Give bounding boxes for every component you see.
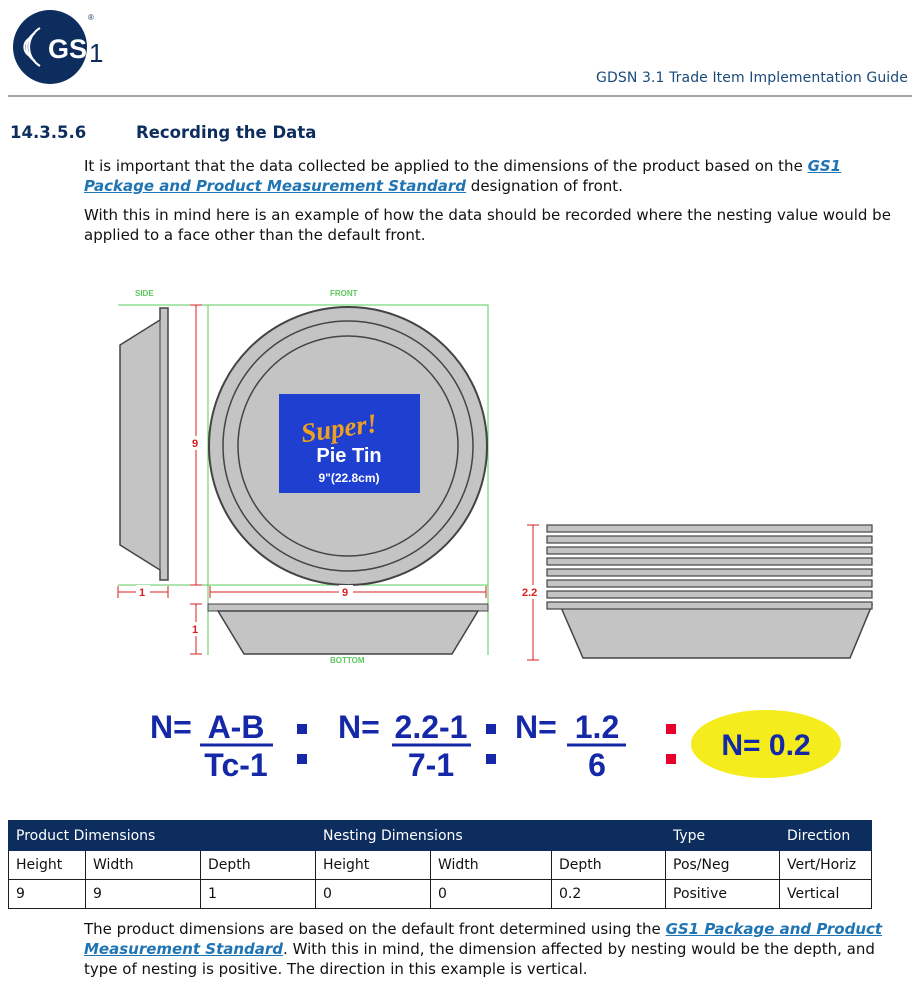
bottom-label: BOTTOM <box>330 656 365 665</box>
svg-text:1: 1 <box>89 38 104 68</box>
pie-tin-side-view <box>120 308 168 580</box>
table-cell: 9 <box>9 880 86 909</box>
document-header-title: GDSN 3.1 Trade Item Implementation Guide <box>596 70 908 86</box>
svg-text:GS: GS <box>48 34 88 64</box>
intro-text-after-link: designation of front. <box>466 177 623 195</box>
subheader-cell: Height <box>316 851 431 880</box>
product-brand: Super! <box>299 407 379 449</box>
section-title: Recording the Data <box>136 123 317 142</box>
table-cell: 0.2 <box>552 880 666 909</box>
pie-tin-front-view <box>209 307 487 585</box>
eq3-prefix: N= <box>515 709 557 745</box>
subheader-cell: Depth <box>201 851 316 880</box>
eq3-numerator: 1.2 <box>574 709 620 745</box>
front-label: FRONT <box>330 289 358 298</box>
subheader-cell: Width <box>431 851 552 880</box>
nesting-equation <box>0 700 920 790</box>
pie-tin-dimension-figure <box>0 280 920 680</box>
outro-measurement-standard-link[interactable]: GS1 Package and Product Measurement Standard <box>84 920 883 958</box>
subheader-cell: Vert/Horiz <box>780 851 872 880</box>
pie-tin-bottom-view <box>208 604 488 654</box>
height-dim-label: 9 <box>192 438 199 450</box>
table-cell: 0 <box>431 880 552 909</box>
product-name: Pie Tin <box>316 445 382 467</box>
intro-text-before-link: It is important that the data collected be applied to the dimensions of the product based on the <box>84 157 808 175</box>
gs1-logo <box>10 6 110 88</box>
measurement-standard-link[interactable]: GS1 Package and Product Measurement Standard <box>84 157 842 195</box>
bottom-depth-dim-label: 1 <box>192 624 199 636</box>
eq1-denominator: Tc-1 <box>204 747 268 783</box>
intro-paragraph-2: With this in mind here is an example of how the data should be recorded where the nesting value would be applied to a face other than the default front. <box>84 206 891 244</box>
section-number: 14.3.5.6 <box>10 123 87 142</box>
group-header-type: Type <box>666 821 780 851</box>
side-label: SIDE <box>135 289 154 298</box>
subheader-cell: Depth <box>552 851 666 880</box>
eq2-numerator: 2.2-1 <box>394 709 468 745</box>
nesting-dimensions-table <box>8 820 872 909</box>
subheader-cell: Pos/Neg <box>666 851 780 880</box>
eq2-prefix: N= <box>338 709 380 745</box>
table-cell: 0 <box>316 880 431 909</box>
table-cell: Positive <box>666 880 780 909</box>
eq3-denominator: 6 <box>588 747 606 783</box>
subheader-cell: Width <box>86 851 201 880</box>
product-size: 9"(22.8cm) <box>318 471 380 485</box>
subheader-cell: Height <box>9 851 86 880</box>
group-header-direction: Direction <box>780 821 872 851</box>
header-divider <box>8 95 912 97</box>
eq1-prefix: N= <box>150 709 192 745</box>
eq2-denominator: 7-1 <box>407 747 455 783</box>
group-header-nesting-dimensions: Nesting Dimensions <box>316 821 666 851</box>
table-group-header-row <box>9 821 872 851</box>
outro-paragraph <box>84 919 904 979</box>
table-row <box>9 880 872 909</box>
result-value: N= 0.2 <box>721 729 811 762</box>
nested-pie-tin-stack <box>547 525 872 658</box>
group-header-product-dimensions: Product Dimensions <box>9 821 316 851</box>
table-cell: 9 <box>86 880 201 909</box>
eq1-numerator: A-B <box>207 709 265 745</box>
table-subheader-row <box>9 851 872 880</box>
stack-height-dim-label: 2.2 <box>522 587 538 599</box>
side-depth-dim-label: 1 <box>139 587 146 599</box>
outro-text-before-link: The product dimensions are based on the default front determined using the <box>84 920 666 938</box>
outro-text-after-link: . With this in mind, the dimension affected by nesting would be the depth, and type of nesting is positive. The direction in this example is vertical. <box>84 940 875 978</box>
width-dim-label: 9 <box>342 587 349 599</box>
table-cell: 1 <box>201 880 316 909</box>
intro-paragraph-1 <box>84 156 904 196</box>
svg-text:®: ® <box>88 13 94 22</box>
table-cell: Vertical <box>780 880 872 909</box>
